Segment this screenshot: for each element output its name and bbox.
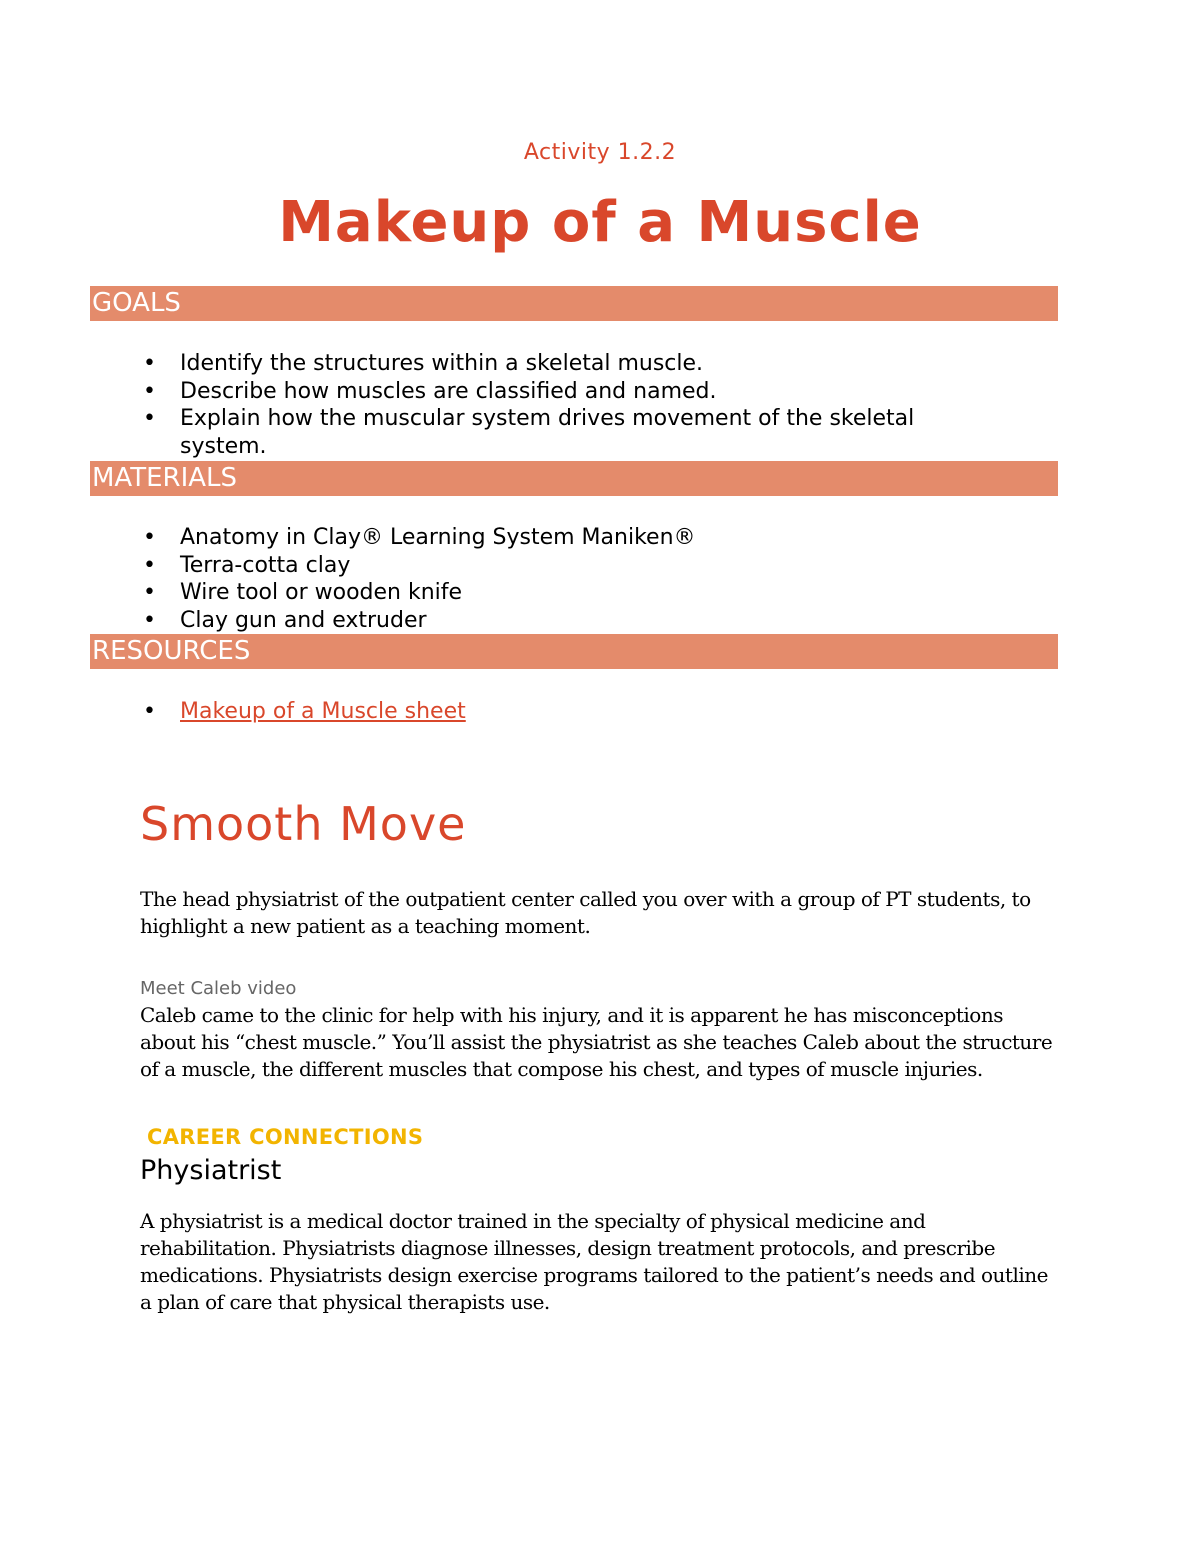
resources-list [140, 698, 1000, 726]
career-title: Physiatrist [140, 1155, 282, 1186]
bullet-icon: • [143, 525, 156, 550]
materials-heading: MATERIALS [92, 463, 238, 493]
materials-list [140, 524, 1000, 634]
list-item-text: Clay gun and extruder [180, 607, 427, 633]
career-body: A physiatrist is a medical doctor trained in the specialty of physical medicine and rehabilitation. Physiatrists diagnose illnesses, design treatment protocols, and prescribe medications. Physiatrists design exercise programs tailored to the patient’s needs and outline a plan of care that physical therapists use. [140, 1209, 1048, 1314]
bullet-icon: • [143, 607, 156, 633]
list-item [140, 607, 1000, 635]
bullet-icon: • [143, 699, 156, 724]
resources-section-bar [90, 634, 1058, 669]
scenario-heading: Smooth Move [140, 797, 467, 851]
list-item-text: Describe how muscles are classified and named. [180, 378, 717, 404]
bullet-icon: • [143, 351, 156, 376]
career-connections-label: CAREER CONNECTIONS [147, 1125, 424, 1149]
bullet-icon: • [143, 552, 156, 578]
scenario-body: Caleb came to the clinic for help with his injury, and it is apparent he has misconceptions about his “chest muscle.” You’ll assist the physiatrist as she teaches Caleb about the structure of a muscle, the different muscles that compose his chest, and types of muscle injuries. [140, 1003, 1053, 1081]
list-item [140, 350, 1000, 378]
muscle-sheet-link[interactable]: Makeup of a Muscle sheet [180, 699, 466, 724]
scenario-intro: The head physiatrist of the outpatient center called you over with a group of PT students, to highlight a new patient as a teaching moment. [140, 887, 1031, 938]
goals-list [140, 350, 1000, 460]
goals-heading: GOALS [92, 288, 181, 318]
list-item [140, 698, 1000, 726]
meet-caleb-video-link[interactable]: Meet Caleb video [140, 978, 297, 999]
resources-heading: RESOURCES [92, 636, 251, 666]
bullet-icon: • [143, 406, 156, 431]
activity-number: Activity 1.2.2 [523, 140, 677, 165]
bullet-icon: • [143, 378, 156, 404]
list-item-text: Wire tool or wooden knife [180, 580, 463, 605]
list-item [140, 405, 1000, 460]
list-item [140, 524, 1000, 552]
list-item [140, 378, 1000, 406]
bullet-icon: • [143, 580, 156, 605]
page-title: Makeup of a Muscle [278, 190, 922, 255]
list-item [140, 579, 1000, 607]
list-item [140, 552, 1000, 580]
list-item-text: Explain how the muscular system drives movement of the skeletal system. [180, 406, 915, 459]
list-item-text: Terra-cotta clay [180, 552, 351, 578]
goals-section-bar [90, 286, 1058, 321]
materials-section-bar [90, 461, 1058, 496]
list-item-text: Identify the structures within a skeletal muscle. [180, 351, 704, 376]
list-item-text: Anatomy in Clay® Learning System Maniken® [180, 525, 696, 550]
